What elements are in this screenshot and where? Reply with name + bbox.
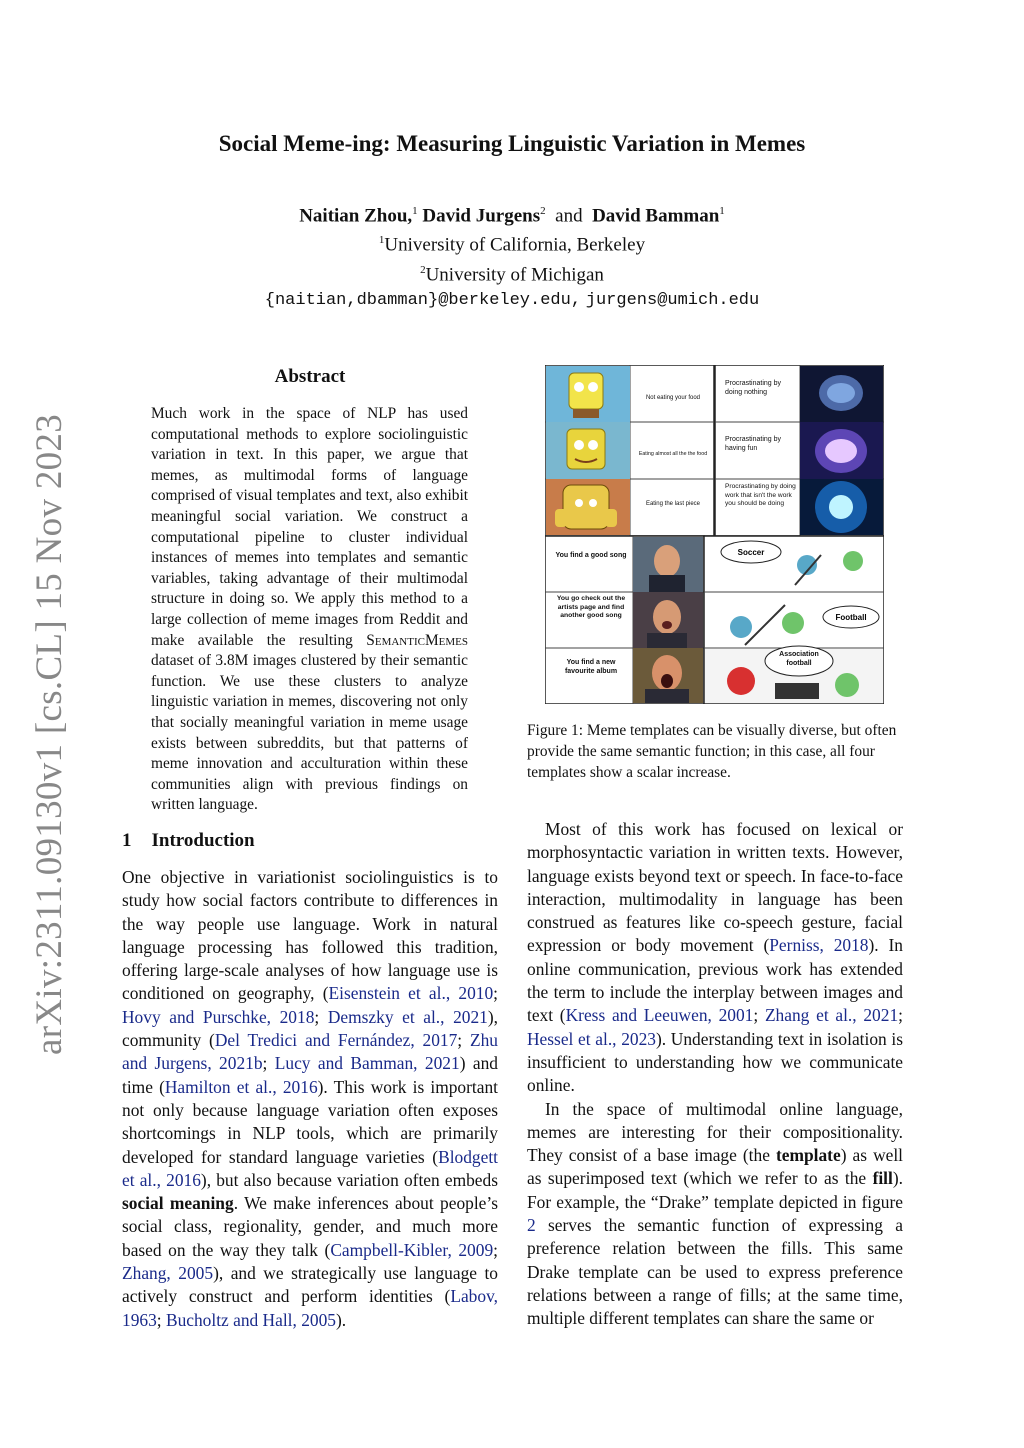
figure-1-meme-grid — [545, 365, 884, 704]
brain-image — [815, 481, 867, 533]
spongebob-image — [567, 429, 605, 469]
meme-text: Procrastinating by doing nothing — [725, 380, 782, 396]
citation-link[interactable]: Labov, 1963 — [122, 1286, 498, 1330]
meme-text: You find a new favourite album — [564, 659, 618, 675]
spongebob-image — [555, 485, 617, 529]
meme-text: Eating the last piece — [645, 501, 701, 507]
author-block: Naitian Zhou,$^1$ David Jurgens$^2$ and David Bamman$^1$ $^1$University of California, Berkeley $^2$University of Michigan {naitian,dbamman}@berkeley.edu, jurgens@umich.edu — [0, 199, 1024, 313]
affiliation: $^2$University of Michigan — [420, 263, 604, 285]
affiliation: $^1$University of California, Berkeley — [378, 234, 646, 256]
citation-link[interactable]: Eisenstein et al., 2010 — [328, 983, 494, 1004]
author-name: David Bamman — [592, 205, 720, 227]
citation-link[interactable]: Perniss, 2018 — [769, 935, 869, 956]
meme-text: Procrastinating by having fun — [725, 436, 782, 452]
citation-link[interactable]: Blodgett et al., 2016 — [122, 1146, 498, 1190]
citation-link[interactable]: Del Tredici and Fernández, 2017 — [214, 1030, 458, 1051]
citation-link[interactable]: Demszky et al., 2021 — [327, 1006, 488, 1027]
citation-link[interactable]: Bucholtz and Hall, 2005 — [165, 1309, 336, 1330]
meme-grid-svg — [545, 365, 884, 704]
citation-link[interactable]: Hessel et al., 2023 — [527, 1028, 656, 1049]
meme-text: Eating almost all the the food — [638, 451, 708, 457]
citation-link[interactable]: Kress and Leeuwen, 2001 — [565, 1005, 754, 1026]
citation-link[interactable]: Zhang, 2005 — [122, 1263, 214, 1284]
meme-text: Football — [835, 613, 867, 622]
abstract-heading: Abstract — [274, 366, 346, 387]
meme-text: Association football — [779, 651, 819, 667]
meme-text: You find a good song — [555, 552, 627, 559]
left-column-text: One objective in variationist sociolinguistics is to study how social factors contribute to differences in the way people use language. Work in natural language processing has followed this tradition, offering large-scale analyses of how language use is conditioned on geography, (Eisenstein et al., 2010; Hovy and Purschke, 2018; Demszky et al., 2021), community (Del Tredici and Fernández, 2017; Zhu and Jurgens, 2021b; Lucy and Bamman, 2021) and time (Hamilton et al., 2016). This work is important not only because language variation often exposes shortcomings in NLP tools, which are primarily developed for standard language varieties (Blodgett et al., 2016), but also because variation often embeds social meaning. We make inferences about people’s social class, regionality, gender, and much more based on the way they talk (Campbell-Kibler, 2009; Zhang, 2005), and we strategically use language to actively construct and perform identities (Labov, 1963; Bucholtz and Hall, 2005). — [122, 867, 499, 1330]
citation-link[interactable]: Hamilton et al., 2016 — [164, 1076, 318, 1097]
brain-image — [815, 429, 867, 473]
right-column-text: Most of this work has focused on lexical or morphosyntactic variation in written texts. However, language exists beyond text or speech. In face-to-face interaction, multimodality in language has been construed as features like co-speech gesture, facial expression or body movement (Perniss, 2018). In online communication, previous work has extended the term to include the interplay between images and text (Kress and Leeuwen, 2001; Zhang et al., 2021; Hessel et al., 2023). Understanding text in isolation is insufficient to understanding how we communicate online. In the space of multimodal online language, memes are interesting for their compositionality. They consist of a base image (the template) as well as superimposed text (which we refer to as the fill). For example, the “Drake” template depicted in figure 2 serves the semantic function of expressing a preference relation between the fills. This same Drake template can be used to express preference relations between a range of fills; at the same time, multiple different templates can share the same or — [527, 819, 904, 1329]
figure-caption: Figure 1: Meme templates can be visually diverse, but often provide the same semantic function; in this case, all four templates show a scalar increase. — [527, 722, 897, 781]
author-emails: {naitian,dbamman}@berkeley.edu, jurgens@umich.edu — [264, 290, 760, 310]
brain-image — [819, 375, 863, 411]
meme-text: Soccer — [737, 548, 765, 557]
meme-text: You go check out the artists page and find another good song — [556, 595, 626, 620]
meme-text: Not eating your food — [645, 395, 701, 401]
section-heading: 1 Introduction — [122, 830, 255, 851]
author-name: David Jurgens — [422, 205, 541, 227]
citation-link[interactable]: Campbell-Kibler, 2009 — [330, 1239, 494, 1260]
citation-link[interactable]: Lucy and Bamman, 2021 — [274, 1053, 460, 1074]
arxiv-stamp: arXiv:2311.09130v1 [cs.CL] 15 Nov 2023 — [29, 413, 70, 1055]
citation-link[interactable]: Hovy and Purschke, 2018 — [122, 1006, 315, 1027]
spongebob-image — [569, 373, 603, 418]
citation-link[interactable]: Zhang et al., 2021 — [764, 1005, 899, 1026]
author-name: Naitian Zhou, — [299, 205, 413, 227]
abstract-text: Much work in the space of NLP has used computational methods to explore sociolinguistic variation in text. In this paper, we argue that memes, as multimodal forms of language comprised of visual templates and text, also exhibit meaningful social variation. We construct a computational pipeline to cluster individual instances of memes into templates and semantic variables, taking advantage of their multimodal structure in doing so. We apply this method to a large collection of meme images from Reddit and make available the resulting SemanticMemes dataset of 3.8M images clustered by their semantic function. We use these clusters to analyze linguistic variation in memes, discovering not only that socially meaningful variation in meme usage exists between subreddits, but that patterns of meme innovation and acculturation within these communities align with previous findings on written language. — [151, 405, 468, 814]
citation-link[interactable]: Zhu and Jurgens, 2021b — [122, 1030, 498, 1074]
paper-title: Social Meme-ing: Measuring Linguistic Variation in Memes — [218, 131, 806, 156]
figure-ref-link[interactable]: 2 — [527, 1215, 536, 1236]
meme-text: Procrastinating by doing work that isn't the work you should be doing — [725, 483, 796, 508]
